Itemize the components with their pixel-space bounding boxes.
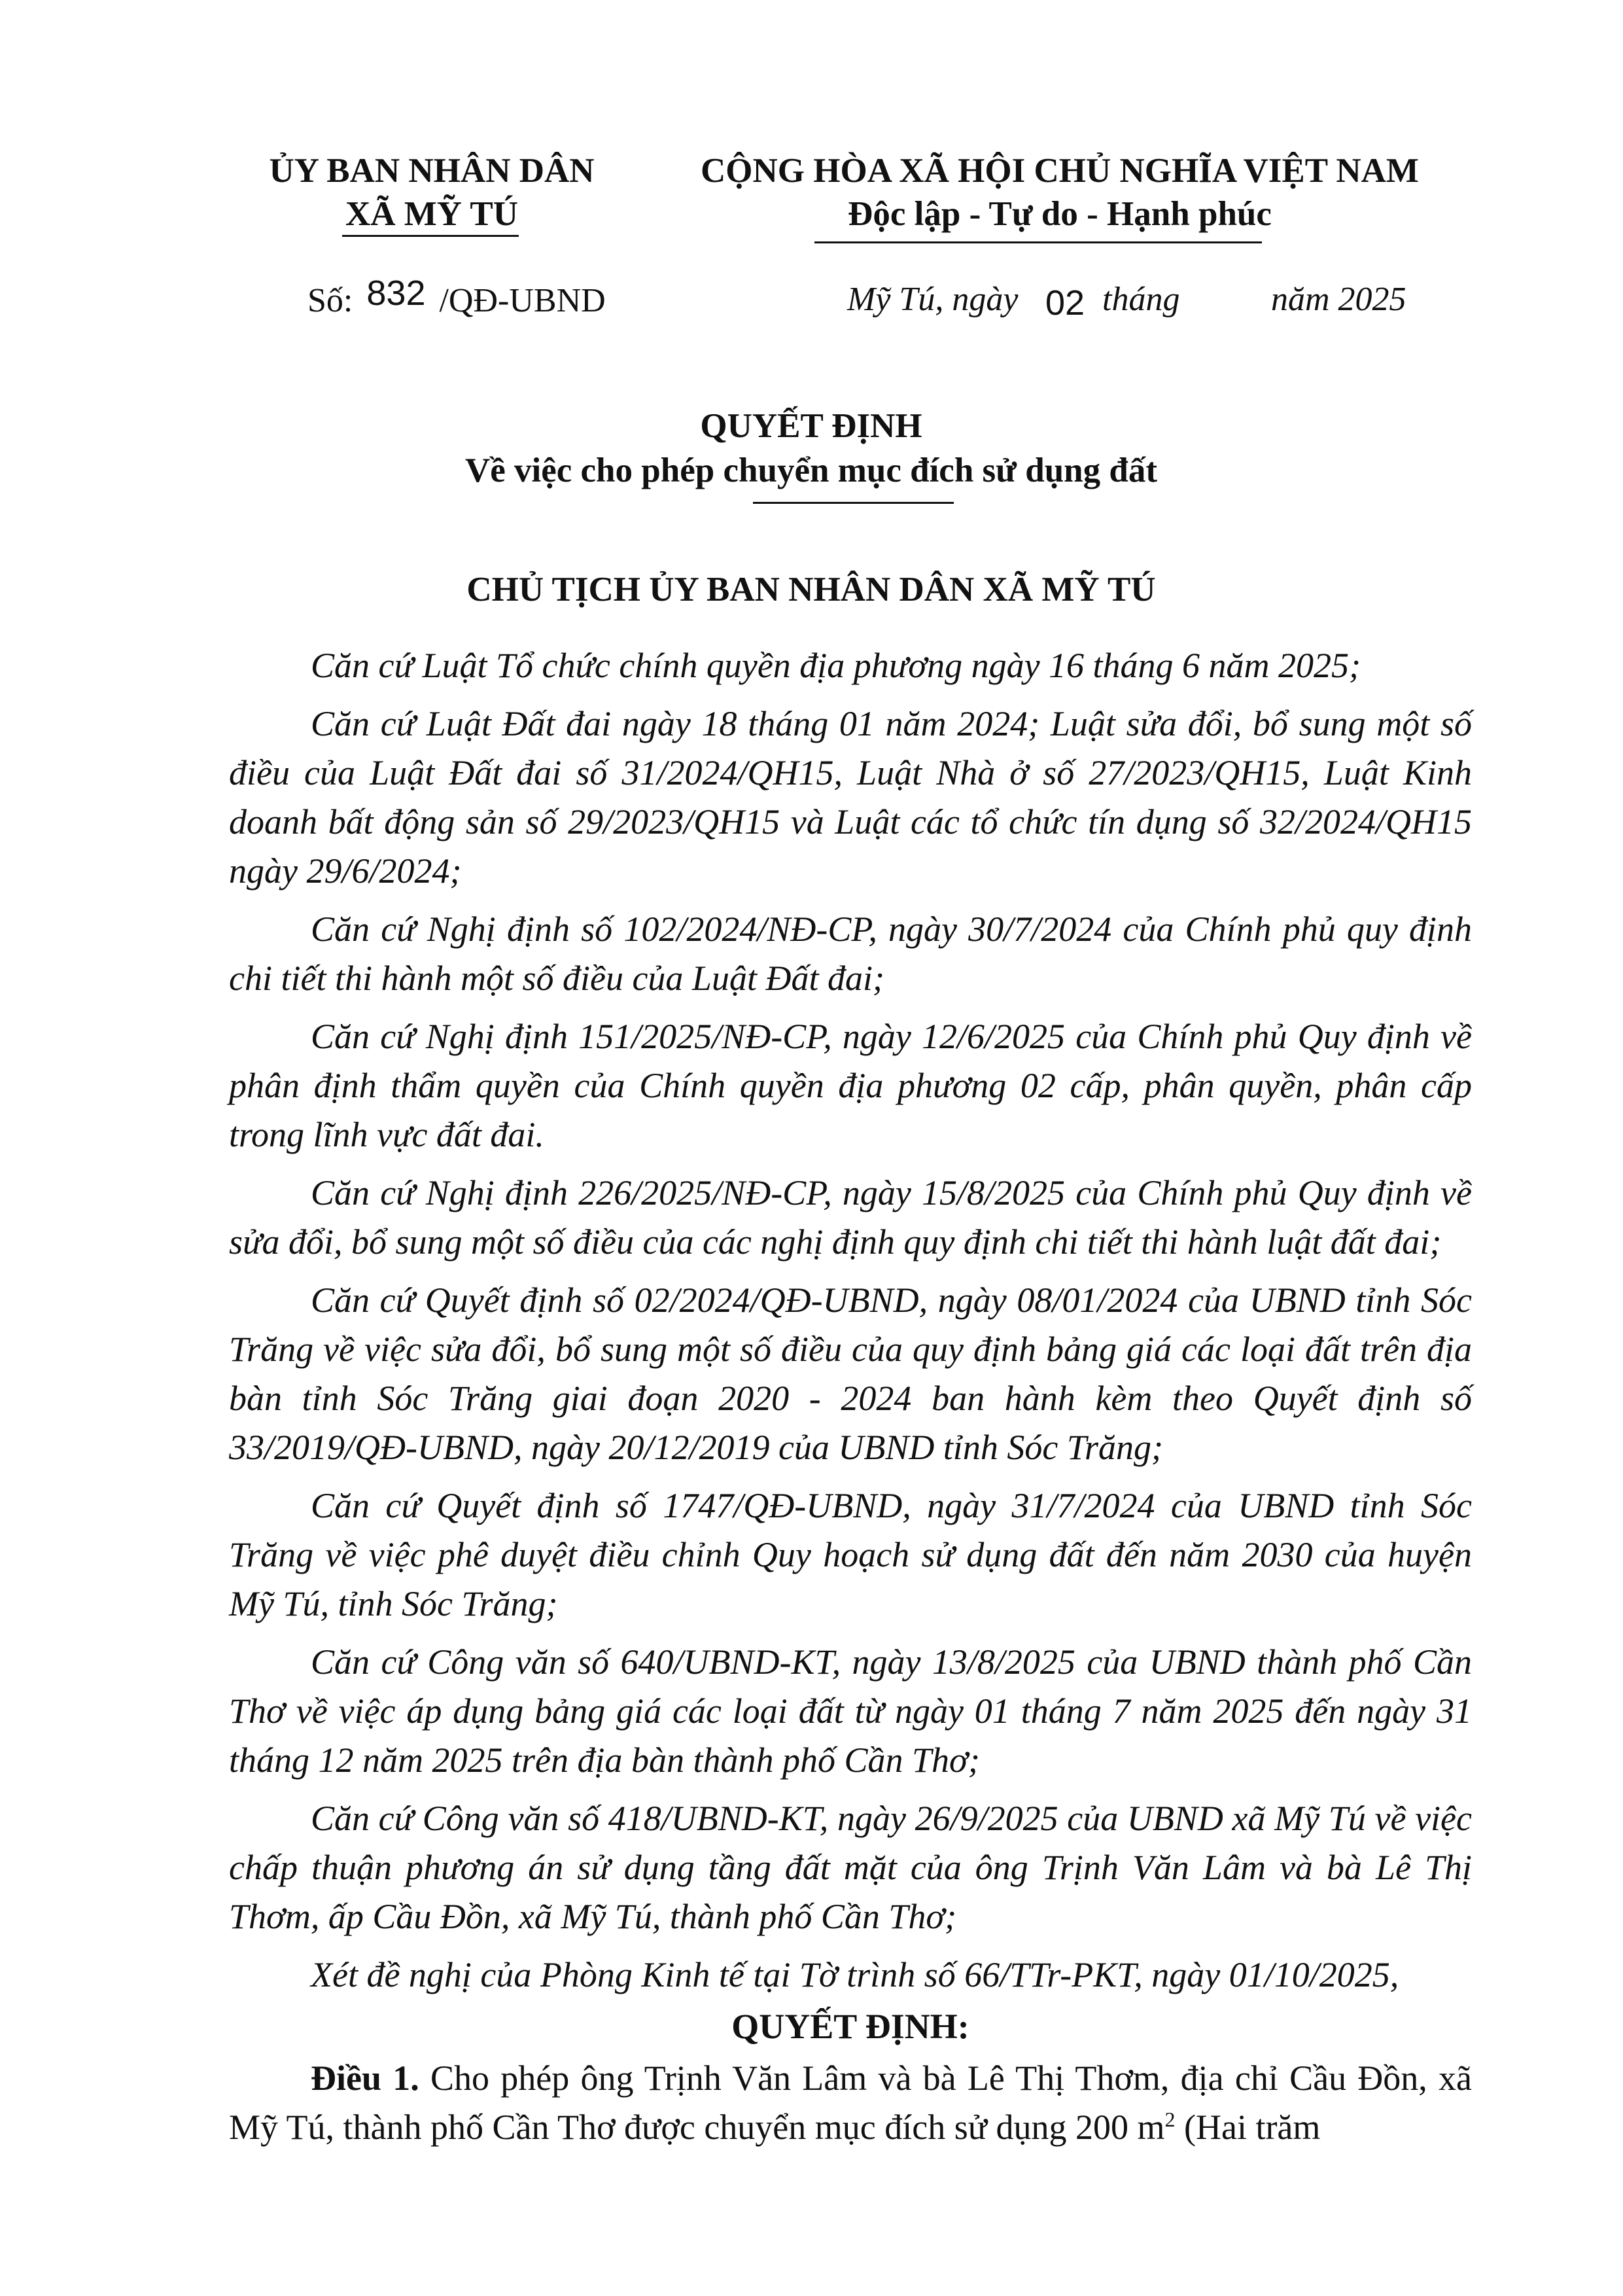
national-motto	[667, 149, 1452, 236]
preamble-item: Căn cứ Công văn số 418/UBND-KT, ngày 26/9/2025 của UBND xã Mỹ Tú về việc chấp thuận phương án sử dụng tầng đất mặt của ông Trịnh Văn Lâm và bà Lê Thị Thơm, ấp Cầu Đồn, xã Mỹ Tú, thành phố Cần Thơ;	[229, 1799, 1472, 1936]
article-1-label: Điều 1.	[311, 2058, 419, 2098]
date-day: 02	[1045, 283, 1085, 323]
document-body	[229, 641, 1472, 2152]
preamble-item: Căn cứ Luật Tổ chức chính quyền địa phương ngày 16 tháng 6 năm 2025;	[311, 646, 1361, 685]
preamble-item: Căn cứ Nghị định số 102/2024/NĐ-CP, ngày 30/7/2024 của Chính phủ quy định chi tiết thi hành một số điều của Luật Đất đai;	[229, 910, 1472, 998]
preamble-item: Căn cứ Quyết định số 02/2024/QĐ-UBND, ngày 08/01/2024 của UBND tỉnh Sóc Trăng về việc sửa đổi, bổ sung một số điều của quy định bảng giá các loại đất trên địa bàn tỉnh Sóc Trăng giai đoạn 2020 - 2024 ban hành kèm theo Quyết định số 33/2019/QĐ-UBND, ngày 20/12/2019 của UBND tỉnh Sóc Trăng;	[229, 1280, 1472, 1467]
article-1-text-cont: (Hai trăm	[1175, 2108, 1321, 2147]
issuing-authority: CHỦ TỊCH ỦY BAN NHÂN DÂN XÃ MỸ TÚ	[466, 571, 1156, 609]
month-label: tháng	[1102, 281, 1180, 318]
decision-subject: Về việc cho phép chuyển mục đích sử dụng đất	[464, 451, 1158, 489]
year-label: năm 2025	[1271, 281, 1406, 318]
title-underline	[753, 502, 954, 504]
agency-line-2: XÃ MỸ TÚ	[345, 195, 519, 233]
preamble-item: Căn cứ Công văn số 640/UBND-KT, ngày 13/8/2025 của UBND thành phố Cần Thơ về việc áp dụng bảng giá các loại đất từ ngày 01 tháng 7 năm 2025 đến ngày 31 tháng 12 năm 2025 trên địa bàn thành phố Cần Thơ;	[229, 1642, 1472, 1780]
preamble-item: Căn cứ Nghị định 226/2025/NĐ-CP, ngày 15/8/2025 của Chính phủ Quy định về sửa đổi, bổ sung một số điều của các nghị định quy định chi tiết thi hành luật đất đai;	[229, 1173, 1472, 1262]
number-suffix: /QĐ-UBND	[439, 282, 606, 319]
area-unit-exponent: 2	[1164, 2108, 1176, 2131]
motto-underline	[814, 241, 1262, 243]
decision-title: QUYẾT ĐỊNH	[700, 407, 922, 445]
agency-line-1: ỦY BAN NHÂN DÂN	[269, 152, 595, 190]
number-value: 832	[366, 274, 426, 313]
agency-underline	[342, 235, 519, 237]
decision-heading: QUYẾT ĐỊNH:	[731, 2007, 969, 2046]
country-name: CỘNG HÒA XÃ HỘI CHỦ NGHĨA VIỆT NAM	[701, 152, 1419, 190]
place-day-label: Mỹ Tú, ngày	[847, 281, 1019, 318]
preamble-item: Căn cứ Nghị định 151/2025/NĐ-CP, ngày 12/6/2025 của Chính phủ Quy định về phân định thẩm quyền của Chính quyền địa phương 02 cấp, phân quyền, phân cấp trong lĩnh vực đất đai.	[229, 1017, 1472, 1154]
motto-line: Độc lập - Tự do - Hạnh phúc	[848, 195, 1272, 233]
preamble-item: Căn cứ Luật Đất đai ngày 18 tháng 01 năm 2024; Luật sửa đổi, bổ sung một số điều của Luật Đất đai số 31/2024/QH15, Luật Nhà ở số 27/2023/QH15, Luật Kinh doanh bất động sản số 29/2023/QH15 và Luật các tổ chức tín dụng số 32/2024/QH15 ngày 29/6/2024;	[229, 704, 1472, 891]
article-1	[229, 2054, 1472, 2152]
place-date-start	[847, 280, 1018, 319]
number-label: Số:	[307, 282, 353, 319]
preamble-item: Xét đề nghị của Phòng Kinh tế tại Tờ trình số 66/TTr-PKT, ngày 01/10/2025,	[311, 1955, 1399, 1994]
document-number	[307, 274, 606, 321]
agency-name	[249, 149, 615, 236]
preamble-item: Căn cứ Quyết định số 1747/QĐ-UBND, ngày 31/7/2024 của UBND tỉnh Sóc Trăng về việc phê duyệt điều chỉnh Quy hoạch sử dụng đất đến năm 2030 của huyện Mỹ Tú, tỉnh Sóc Trăng;	[229, 1486, 1472, 1623]
article-1-text: Cho phép ông Trịnh Văn Lâm và bà Lê Thị Thơm, địa chỉ Cầu Đồn, xã Mỹ Tú, thành phố Cần Thơ được chuyển mục đích sử dụng 200 m	[229, 2058, 1473, 2147]
